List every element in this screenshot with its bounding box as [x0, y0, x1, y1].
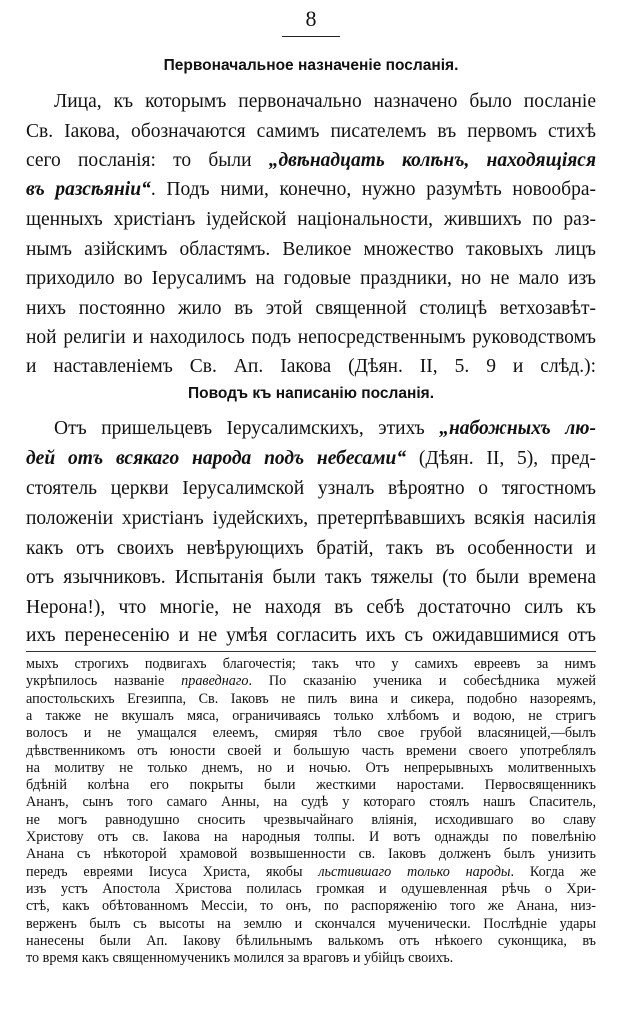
quote-emphasis: „набожныхъ лю-	[439, 418, 596, 439]
footnote-line: не могъ равнодушно сносить чрезвычайнаго вліянія, исходившаго во славу	[26, 811, 596, 828]
quote-emphasis: дей отъ всякаго народа подъ небесами“	[26, 448, 407, 469]
section-heading-purpose: Первоначальное назначеніе посланія.	[163, 57, 459, 74]
text-line: отъ язычниковъ. Испытанія были такъ тяжелы (то были времена	[26, 567, 596, 588]
footnote-line: Анана съ нѣкоторой храмовой возвышенности св. Іаковъ долженъ былъ унизить	[26, 846, 596, 863]
footnote-rule	[26, 651, 596, 652]
text-line	[26, 444, 596, 474]
footnote-line: изъ устъ Апостола Христова полилась громкая и одушевленная рѣчь о Хри-	[26, 880, 596, 897]
text-line: какъ отъ своихъ невѣрующихъ братій, такъ въ особенности и	[26, 538, 596, 559]
text-line	[26, 414, 596, 444]
text-line	[26, 175, 596, 205]
footnote-line: мыхъ строгихъ подвигахъ благочестія; такъ что у самихъ евреевъ за нимъ	[26, 656, 596, 672]
text-span: Отъ пришельцевъ Іерусалимскихъ, этихъ	[54, 418, 425, 439]
footnote-line: то время какъ священномученикъ молился за враговъ и убійцъ своихъ.	[26, 950, 454, 967]
text-line: ихъ перенесенію и не умѣя согласить ихъ съ ожидавшимися отъ	[26, 625, 596, 646]
text-span: сего посланія: то были	[26, 150, 252, 171]
text-line: положеніи христіанъ іудейскихъ, претерпѣвавшихъ всякія насилія	[26, 508, 596, 529]
footnote-line: волосъ и не умащался елеемъ, смиряя тѣло свое грубой власяницей,—былъ	[26, 725, 596, 742]
footnote-line: апостольскихъ Егезиппа, Св. Іаковъ не пилъ вина и сикера, подобно назореямъ,	[26, 690, 596, 707]
footnote-line: верженъ былъ съ высоты на землю и скончался мученически. Послѣдніе удары	[26, 915, 596, 932]
text-line: приходило во Іерусалимъ на годовые праздники, но не мало изъ	[26, 268, 596, 289]
text-span: . Когда же	[510, 863, 596, 880]
text-span: . Подъ ними, конечно, нужно разумѣть новообра-	[150, 179, 596, 200]
text-line: и наставленіемъ Св. Ап. Іакова (Дѣян. II, 5. 9 и слѣд.):	[26, 356, 596, 377]
text-line: нихъ постоянно жило въ этой священной столицѣ ветхозавѣт-	[26, 298, 596, 319]
italic-term: праведнаго	[181, 673, 249, 690]
text-line: ной религіи и находилось подъ непосредственнымъ руководствомъ	[26, 327, 596, 348]
text-line: Лица, къ которымъ первоначально назначено было посланіе	[54, 91, 596, 112]
text-line: щенныхъ христіанъ іудейской національности, жившихъ по раз-	[26, 209, 596, 230]
italic-term: льстившаго только народы	[318, 863, 511, 880]
footnote-line: Христову отъ св. Іакова на народныя толпы. И вотъ однажды по повелѣнію	[26, 829, 596, 845]
footnote-line: нанесены были Ап. Іакову бѣлильнымъ валькомъ отъ нѣкоего суконщика, въ	[26, 932, 596, 949]
footnote-line: Ананъ, сынъ того самаго Анны, на судѣ у котораго стоялъ нашъ Спаситель,	[26, 794, 596, 811]
page-number: 8	[305, 6, 317, 31]
footnote-line: на молитву не только днемъ, но и ночью. Отъ непрерывныхъ молитвенныхъ	[26, 759, 596, 776]
text-span: (Дѣян. II, 5), пред-	[406, 448, 596, 469]
footnote-line: бдѣній колѣна его покрыты были жесткими наростами. Первосвященникъ	[26, 777, 596, 794]
footnote-line: а также не вкушалъ мяса, ограничиваясь только хлѣбомъ и водою, не стригъ	[26, 707, 596, 724]
text-span: укрѣпилось названіе	[26, 673, 165, 690]
section-heading-occasion: Поводъ къ написанію посланія.	[187, 385, 435, 402]
text-line: Нерона!), что многіе, не находя въ себѣ достаточно силъ къ	[26, 597, 596, 618]
quote-emphasis: „двѣнадцать колѣнъ, находящіяся	[268, 150, 597, 171]
text-span: передъ евреями Іисуса Христа, якобы	[26, 863, 303, 880]
text-line: нымъ азійскимъ областямъ. Великое множество таковыхъ лицъ	[26, 239, 596, 260]
footnote-line: стѣ, какъ обѣтованномъ Мессіи, то онъ, по распоряженію того же Анана, низ-	[26, 898, 596, 915]
text-line: стоятель церкви Іерусалимской узналъ вѣроятно о тягостномъ	[26, 478, 596, 499]
quote-emphasis: въ разсѣяніи“	[26, 179, 151, 200]
footnote-line: дѣвственникомъ отъ юности своей и большую часть времени своего употреблялъ	[26, 742, 596, 759]
text-line: Св. Іакова, обозначаются самимъ писателемъ въ первомъ стихѣ	[26, 121, 596, 142]
page-number-rule	[282, 36, 340, 37]
text-line	[26, 146, 596, 176]
text-span: . По сказанію ученика и собесѣдника мужей	[248, 673, 596, 690]
